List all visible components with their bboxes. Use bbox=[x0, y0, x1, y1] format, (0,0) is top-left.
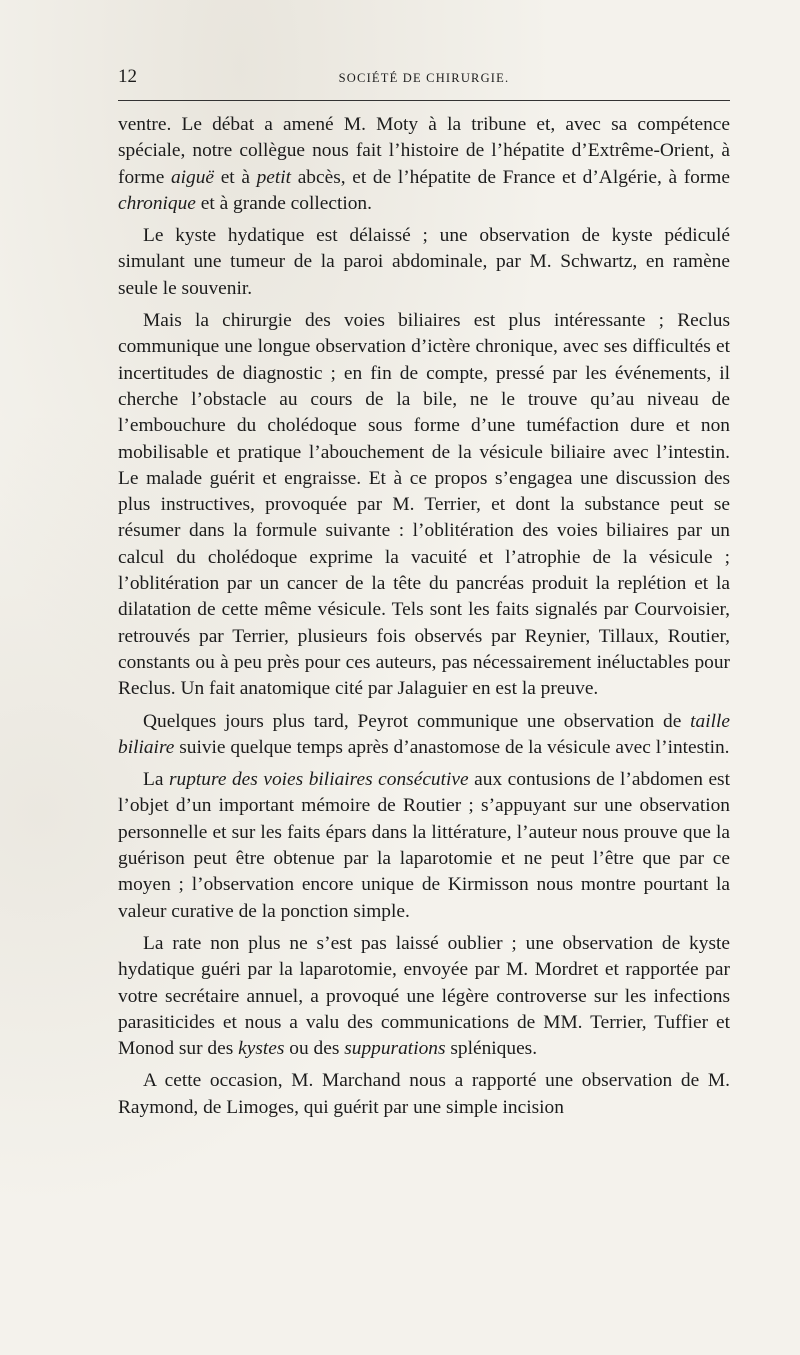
paragraph bbox=[118, 709, 730, 762]
text-run: ou des bbox=[284, 1038, 345, 1060]
text-run: et à bbox=[214, 166, 257, 188]
paragraph bbox=[118, 931, 730, 1062]
text-run: A cette occasion, M. Marchand nous a rapporté une observation de M. Raymond, de Limoges, qui guérit par une simple incision bbox=[118, 1070, 730, 1118]
paragraph bbox=[118, 223, 730, 302]
italic-text: kystes bbox=[238, 1038, 285, 1060]
paragraph bbox=[118, 308, 730, 702]
page-header bbox=[118, 62, 730, 90]
text-run: Le kyste hydatique est délaissé ; une observation de kyste pédiculé simulant une tumeur de la paroi abdominale, par M. Schwartz, en ramène seule le souvenir. bbox=[118, 225, 730, 299]
paragraph bbox=[118, 767, 730, 925]
italic-text: suppurations bbox=[344, 1038, 446, 1060]
paragraph bbox=[118, 112, 730, 217]
header-rule bbox=[118, 100, 730, 101]
text-run: aux contusions de l’abdomen est l’objet d’un important mémoire de Routier ; s’appuyant sur une observation personnelle et sur les faits épars dans la littérature, l’auteur nous prouve que la guérison peut être obtenue par la laparotomie et ne peut l’être que par ce moyen ; l’observation encore unique de Kirmisson nous montre pourtant la valeur curative de la ponction simple. bbox=[118, 769, 730, 922]
italic-text: chronique bbox=[118, 192, 196, 214]
paragraph bbox=[118, 1068, 730, 1121]
italic-text: aiguë bbox=[170, 166, 215, 188]
running-title: SOCIÉTÉ DE CHIRURGIE. bbox=[338, 71, 510, 85]
text-run: Mais la chirurgie des voies biliaires est plus intéressante ; Reclus communique une longue observation d’ictère chronique, avec ses difficultés et incertitudes de diagnostic ; en fin de compte, pressé par les événements, il cherche l’obstacle au cours de la bile, ne le trouve qu’au niveau de l’embouchure du cholédoque sous forme d’une tuméfaction dure et non mobilisable et pratique l’abouchement de la vésicule biliaire avec l’intestin. Le malade guérit et engraisse. Et à ce propos s’engagea une discussion des plus instructives, provoquée par M. Terrier, et dont la substance peut se résumer dans la formule suivante : l’oblitération des voies biliaires par un calcul du cholédoque exprime la vacuité et l’atrophie de la vésicule ; l’oblitération par un cancer de la tête du pancréas produit la replétion et la dilatation de cette même vésicule. Tels sont les faits signalés par Courvoisier, retrouvés par Terrier, plusieurs fois observés par Reynier, Tillaux, Routier, constants ou à peu près pour ces auteurs, pas nécessairement inéluctables pour Reclus. Un fait anatomique cité par Jalaguier en est la preuve. bbox=[118, 310, 730, 700]
italic-text: rupture des voies biliaires consécutive bbox=[168, 769, 469, 791]
italic-text: petit bbox=[256, 166, 292, 188]
page-number: 12 bbox=[118, 66, 137, 87]
body-text bbox=[118, 112, 730, 1127]
text-run: suivie quelque temps après d’anastomose de la vésicule avec l’intestin. bbox=[174, 736, 730, 758]
italic-text: taille biliaire bbox=[118, 710, 730, 758]
text-run: et à grande collection. bbox=[195, 192, 372, 214]
text-run: abcès, et de l’hépatite de France et d’Algérie, à forme bbox=[291, 166, 730, 188]
text-run: spléniques. bbox=[445, 1038, 538, 1060]
text-run: Quelques jours plus tard, Peyrot communique une observation de bbox=[143, 710, 691, 732]
text-run: La bbox=[143, 769, 169, 791]
text-run: La rate non plus ne s’est pas laissé oublier ; une observation de kyste hydatique guéri par la laparotomie, envoyée par M. Mordret et rapportée par votre secrétaire annuel, a provoqué une légère controverse sur les infections parasiticides et nous a valu des communications de MM. Terrier, Tuffier et Monod sur des bbox=[118, 932, 730, 1060]
text-run: ventre. Le débat a amené M. Moty à la tribune et, avec sa compétence spéciale, notre collègue nous fait l’histoire de l’hépatite d’Extrême-Orient, à forme bbox=[118, 114, 730, 188]
